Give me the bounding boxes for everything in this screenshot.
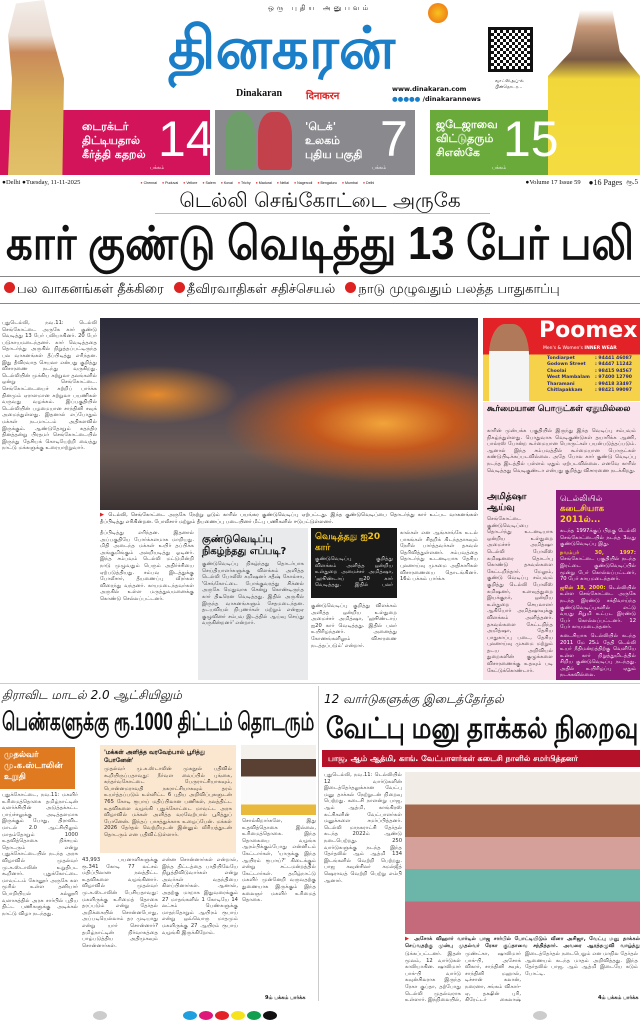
- story2-col4: சொல்கிறார்களே, இது உதவித்தொகை இல்லை, உரிமைத்தொகை. இந்த தொகையை வழங்க ஆரம்பிக்கும்போது என்னிடம் கேட்டார்கள், 'யாருக்கு இந்த ஆயிரம் ரூபாய்?' கிடைக்கும் என்று சட்டமன்றத்தில் கேட்டார்கள். தமிழ்நாட்டு மகளிர் முன்னேறி வருவதற்கு துணையாக இருக்கும் இந்த கலைஞர் மகளிர் உரிமைத் தொகை.: [242, 818, 316, 904]
- edition-item: ● Nellai: [276, 181, 289, 185]
- story3-headline: வேட்பு மனு தாக்கல் நிறைவு: [326, 713, 639, 745]
- story2-col2: 43,993 பயனாளிகளுக்கு ரூ.341 கோடி 77 லட்சம் மதிப்பிலான நலத்திட்ட உதவிகளை வழங்கினார். விழாவில் முதல்வர் மு.க.ஸ்டாலின் பேசியதாவது: மகளிருக்கு உரிமைத் தொகை தரப்படும் என்று தேர்தல் அறிக்கையில் சொன்னபோது, அப்படியெல்லாம் தர முடியாது என்று யார் சொன்னார்? தமிழ்நாட்டின் நிர்வாகத்தை பாழ்படுத்திய அதிமுகவும் சொன்னார்கள்.: [82, 857, 158, 949]
- date: Tuesday, 11-11-2025: [25, 179, 81, 186]
- story3-col4: இடைத்தேர்தல் நடைபெறும் என மாநில தேர்தல் ஆணையம் கடந்த மாதம் அறிவித்தது. இந்த தேர்தலில் பாஜ, ஆம் ஆத்மி இடையே கடும் போட்டி.: [525, 951, 638, 977]
- sidebar-text: காரின் முன்பக்க பகுதியில் இருந்து இந்த வெடிப்பு சம்பவம் நிகழ்ந்துள்ளது. பொதுவாக வெடிகுண்டுகள் தயாரிக்க ஆணி, பால்ரஸ் போன்ற கூர்மையான பொருட்கள் பயன்படுத்தப்படும். ஆனால் இந்த சம்பவத்தில் கூர்மையான பொருட்கள் கண்டுபிடிக்கப்படவில்லை. அதே போல கார் குண்டு வெடிப்பு நடந்த இடத்தில் பள்ளம் ஏதும் ஏற்படவில்லை. எனவே காரில் வெடித்தது வெடிகுண்டா என்பது குறித்து விசாரணை நடக்கிறது.: [487, 428, 636, 474]
- qr-caption: வாட்ஸ்அப்-ல் பின்தொடர...: [495, 79, 524, 90]
- lead-bullets: [2, 282, 560, 298]
- social-icons: ●●●●●: [392, 95, 423, 103]
- qr-code[interactable]: [488, 27, 533, 72]
- store-row: Tharamani : 99418 33497: [547, 381, 632, 387]
- edition-item: ● Madurai: [255, 181, 272, 185]
- story3-kicker: 12 வார்டுகளுக்கு இடைத்தேர்தல்: [324, 692, 504, 706]
- ad-tagline: Men's & Women's INNER WEAR: [543, 346, 617, 351]
- website-link[interactable]: www.dinakaran.com: [392, 85, 467, 93]
- teaser-2-page-label: பக்கம்: [372, 165, 387, 171]
- i20-box-text: குண்டுவெடிப்பு குறித்து விளக்கம் அளித்த ஒன்றிய உள்துறை அமைச்சர் அமித்ஷா, 'ஹூண்டாய் ஐ20 கார் வெடித்தது. இதில் பலர்: [315, 556, 393, 589]
- teaser-3-page: 15: [503, 111, 559, 167]
- caption-text: அசோக் விஹார் வார்டில் பாஜ சார்பில் போட்டியிடும் வீனா அசிஜா, வேட்பு மனு தாக்கல் செய்வதற்கு முன்பு முதல்வர் ரேகா குப்தாவை சந்தித்தார். அவரை ஆரத்தழுவி வாழ்த்து: [405, 936, 640, 949]
- history-item: நவம்பர் 30, 1997: செங்கோட்டை பகுதியில் நடந்த இரட்டை குண்டுவெடிப்பில் மூன்று பேர் கொல்லப்பட்டனர், 70 பேர் காயமடைந்தனர்.: [560, 549, 636, 583]
- lead-photo-caption: ▶ டெல்லி, செங்கோட்டை அருகே நேற்று ஓடும் காரில் பயங்கர குண்டுவெடிப்பு ஏற்பட்டது. இந்த குண்டுவெடிப்பை தொடர்ந்து கார் உட்பட வாகனங்கள் தீப்பிடித்து எரிகின்றன. போலீசார் மற்றும் தீயணைப்பு படையினர் மீட்பு பணிகளில் ஈடுபட்டுள்ளனர்.: [100, 512, 478, 525]
- amit-text: செங்கோட்டை குண்டுவெடிப்பை தொடர்ந்து உடனடியாக ஒன்றிய உள்துறை அமைச்சர் அமித்ஷா டெல்லி போலீஸ் கமிஷனரை தொடர்பு கொண்டு தகவல்களை கேட்டறிந்தார். மேலும், குண்டு வெடிப்பு சம்பவம் குறித்து டெல்லி போலீஸ் கமிஷனர், உளவுத்துறை இயக்குநர், ஒன்றிய உள்துறை செயலாளர் ஆகியோர் அமித்ஷாவுக்கு விளக்கம் அளித்தனர். தகவல்களை கேட்டறிந்த அமித்ஷா, தேசிய பாதுகாப்பு படை, தேசிய புலனாய்வு முகமை மற்றும் தடய அறிவியல் துறைகளின் குழுக்களை விசாரணைக்கு உதவும் படி கேட்டுக்கொண்டார்.: [487, 516, 553, 674]
- how-box-text: குண்டுவெடிப்பு நிகழ்ந்தது தொடர்பாக செய்தியாளர்களுக்கு விளக்கம் அளித்த டெல்லி போலீஸ் கமிஷனர் சதீஷ் கோல்சா, 'செங்கோட்டை போக்குவரத்து சிக்னல் அருகே மெதுவாக சென்று கொண்டிருந்த கார் திடீரென வெடித்தது. இதில் அருகில் இருந்த வாகனங்களும் சேதமடைந்தன. தடயவியல் நிபுணர்கள் மற்றும் என்ஐஏ குழுவினர் சம்பவ இடத்தில் ஆய்வு செய்து வருகின்றனர்' என்றார்.: [202, 561, 304, 627]
- story3-band: [322, 750, 640, 767]
- teaser-1-page-label: பக்கம்: [150, 165, 165, 171]
- blast-scene-photo: [100, 318, 478, 510]
- story2-col1: புதுக்கோட்டை, நவ.11: மகளிர் உரிமைத்தொகை தமிழ்நாட்டின் வளர்ச்சியின் அடுத்தக்கட்ட பாய்ச்சலுக்கு அடித்தளமாக இருக்கும் போது, திராவிட மாடல் 2.0 ஆட்சியிலும் மாதம்தோறும் 1000 உதவித்தொகை நிச்சயம் தொடரும் என்று புதுக்கோட்டையில் நடந்த அரசு விழாவில் முதல்வர் மு.க.ஸ்டாலின் உறுதிபட கூறினார். புதுக்கோட்டை மாவட்டம் கோனூர் அருகே கள மூரில் உள்ள தனியார் பொறியியல் கல்லூரி வளாகத்தில் அரசு சார்பில் புதிய திட்ட பணிகளுக்கு அடிக்கல் நாட்டு விழா நடந்தது.: [2, 792, 78, 917]
- amit-title: அமித்ஷா ஆய்வு: [487, 492, 527, 513]
- volume: ●Volume 17 Issue 59: [525, 179, 581, 186]
- sidebar-title: கூர்மையான பொருட்கள் ஏதுமில்லை: [487, 404, 631, 414]
- edition-list: [140, 181, 379, 185]
- social-handle-text: /dinakarannews: [422, 95, 481, 103]
- edition-item: ● Delhi: [362, 181, 375, 185]
- greens-meat-image: [225, 112, 255, 170]
- how-box: [198, 528, 308, 680]
- edition-item: ● Bengaluru: [317, 181, 337, 185]
- price: ரூ.5: [626, 178, 638, 186]
- story3-col2: டுக்கப்பட்டனர். இதன் மூலம், 12 வார்டுகள் காலியாகின. ஷாலிமார் பாக்-பி வார்டு கவுன்சிலராக இருந்த ரேகா குப்தா, தற்போது டெல்லி முதல்வராக உள்ளார். இந்நிலையில்,: [405, 951, 461, 1003]
- column-divider: [318, 686, 319, 1001]
- history-intro: கடந்த 1997க்குப் பிறகு டெல்லி செங்கோட்டையில் நடந்த 3வது குண்டுவெடிப்பு இது.: [560, 528, 636, 548]
- english-name: Dinakaran: [236, 88, 283, 99]
- sun-logo-icon: [428, 3, 448, 23]
- model-image: [489, 324, 529, 401]
- history-box: [556, 490, 640, 680]
- history-item: ஜூன் 18, 2000: டெல்லியில் உள்ள செங்கோட்டை அருகே நடந்த இரண்டு சக்திவாய்ந்த குண்டுவெடிப்புகளில் எட்டு வயது சிறுமி உட்பட இரண்டு பேர் கொல்லப்பட்டனர். 12 பேர் காயமடைந்தனர்.: [560, 584, 636, 631]
- history-list: [560, 550, 636, 679]
- store-row: Godown Street : 94447 11242: [547, 362, 632, 368]
- quote-title: 'மக்கள் அளித்த வரவேற்பால் பூரித்து போனேன்': [104, 749, 206, 764]
- poomex-ad[interactable]: [483, 318, 640, 401]
- history-item: கடைசியாக டெல்லியில் கடந்த 2011 மே 25ம் தேதி டெல்லி உயர் நீதிமன்றத்திற்கு வெளியே உள்ள கார் நிறுத்துமிடத்தில் சிறிய குண்டுவெடிப்பு நடந்தது. அதில் உயிரிழப்பு ஏதும் நடக்கவில்லை.: [560, 632, 636, 679]
- hindi-name: दिनाकरन: [306, 91, 340, 102]
- lead-body-col4: கால்கள் என ஆங்காங்கே உடல் பாகங்கள் சிதறிக் கிடந்ததாகவும் நேரில் பார்த்தவர்கள் தகவல் தெரிவித்துள்ளனர். சம்பவத்தை தொடர்ந்து உடனடியாக தேசிய புலனாய்வு முகமை அதிகாரிகள் விசாரணையை தொடங்கினர். 16ம் பக்கம் பார்க்க: [400, 530, 478, 583]
- store-row: West Mambalam : 97400 12790: [547, 375, 632, 381]
- teaser-3-page-label: பக்கம்: [492, 165, 507, 171]
- pages: ●16 Pages: [588, 178, 623, 187]
- story3-col1: புதுடெல்லி, நவ.11: டெல்லியில் 12 வார்டுகளின் இடைத்தேர்தலுக்கான வேட்பு மனு தாக்கல் நேற்றுடன் நிறைவு பெற்றது. கடைசி நாளன்று பாஜ, ஆம் ஆத்மி, காங்கிரஸ் கட்சிகளின் வேட்பாளர்கள் மனுக்களை சமர்ப்பித்தனர். டெல்லி மாநகராட்சி தேர்தல் கடந்த 2022ம் ஆண்டு நடைபெற்றது. 250 வார்டுகளுக்கு நடந்த இந்த தேர்தலில் ஆம் ஆத்மி 134 இடங்களில் வெற்றி பெற்றது. பாஜ கவுன்சிலர் கமல்ஜீத் ஷெராவத் வெற்றி பெற்று எம்பி ஆனார்.: [324, 772, 402, 884]
- quote-text: முதல்வர் மு.க.ஸ்டாலின் முகநூல் பதிவில் கூறியிருப்பதாவது: நீர்வள வைப்பில் புங்கை, கந்தர்வகோட்டை பேருராட்சியாகவும், பொன்னமராவதி நகராட்சியாகவும் தரம் உயர்த்தப்படும் உள்ளிட்ட 6 புதிய அறிவிப்புகளுடன் 765 கோடி ரூபாய் மதிப்பிலான பணிகள், நலத்திட்ட உதவிகளை வழங்கி புதுக்கோட்டை மாவட்ட அரசு விழாவில் மக்கள் அளித்த வரவேற்பால் பூரித்துப் போனேன். இந்தப் பாசத்துக்காக உழைப்பேன். மக்கள் 2026 தேர்தல் வெற்றியுடன் இன்னும் வீரியத்துடன் தொடரும் என பதிவிட்டுள்ளார்.: [104, 766, 232, 838]
- story2-tag: முதல்வர் மு.க.ஸ்டாலின் உறுதி: [0, 747, 75, 789]
- store-row: Chitlapakkam : 98421 99097: [547, 388, 632, 394]
- social-handle[interactable]: [392, 95, 481, 103]
- lead-body-col2: தீப்பிடித்து எரிந்தன. இதனால் அப்பகுதியே போர்க்களமாக மாறியது. மிதி அடைந்த மக்கள் உயிர் தப்பிக்க அங்குமிங்கும் அலறியடித்து ஓடினர். இந்த சம்பவம் டெல்லி மட்டுமின்றி நாடு முழுவதும் பெரும் அதிர்ச்சியை ஏற்படுத்தியது. சம்பவ இடத்துக்கு போலீசார், தீயணைப்பு வீரர்கள் விரைந்து வந்தனர். காயமடைந்தவர்கள் அருகில் உள்ள மருத்துவமனைக்கு கொண்டு செல்லப்பட்டனர்.: [100, 530, 194, 602]
- i20-box: [311, 528, 397, 598]
- masthead-tagline: ஒரு புதிய அனுபவம்: [268, 4, 372, 12]
- bullet-3: நாடு முழுவதும் பலத்த பாதுகாப்பு: [358, 282, 560, 297]
- store-list: [547, 356, 632, 394]
- teaser-1-page: 14: [158, 111, 214, 167]
- lead-body-left: புதுடெல்லி, நவ.11: டெல்லி செங்கோட்டை அருகே கார் குண்டு வெடித்து 13 பேர் பலியாகினர். 20 பேர் படுகாயமடைந்தனர். கார் வெடித்ததை தொடர்ந்து அருகில் நிறுத்தப்பட்டிருந்த பல வாகனங்கள் தீப்பிடித்து எரிந்தன. இது தீவிரவாத செயலா என்பது குறித்து விசாரணை நடந்து வருகிறது. டெல்லியின் முக்கிய சுற்றுலா தலங்களில் ஒன்று செங்கோட்டை. செங்கோட்டையைச் சுற்றிப் பார்க்க தினமும் ஏராளமான சுற்றுலா பயணிகள் வருவது வழக்கம். இப்பகுதியில் டெல்லியின் பழமையான சாந்தினி சவுக் அமைந்துள்ளது. இதனால் எப்போதும் மக்கள் நடமாட்டம் அதிகளவில் இருக்கும். ஆண்டுதோறும் சுதந்திர தினத்தன்று பிரதமர் செங்கோட்டையில் இருந்து தேசியக் கொடியேற்றி வைத்து நாட்டு மக்களுக்கு உரையாற்றுவார்.: [2, 320, 97, 452]
- edition-item: ● Puduvai: [161, 181, 179, 185]
- ad-brand: Poomex: [539, 318, 638, 343]
- lead-headline: கார் குண்டு வெடித்து 13 பேர் பலி: [6, 217, 635, 269]
- bullet-1: பல வாகனங்கள் தீக்கிரை: [17, 282, 164, 297]
- masthead-logo: தினகரன்: [168, 14, 396, 82]
- story3-continued[interactable]: 4ம் பக்கம் பார்க்க: [598, 995, 639, 1001]
- candidate-photo: [405, 772, 640, 934]
- caption-text: டெல்லி, செங்கோட்டை அருகே நேற்று ஓடும் காரில் பயங்கர குண்டுவெடிப்பு ஏற்பட்டது. இந்த குண்டுவெடிப்பை தொடர்ந்து கார் உட்பட வாகனங்கள் தீப்பிடித்து எரிகின்றன. போலீசார் மற்றும் தீயணைப்பு படையினர் மீட்பு பணிகளில் ஈடுபட்டுள்ளனர்.: [100, 512, 478, 525]
- story2-headline: பெண்களுக்கு ரூ.1000 திட்டம் தொடரும்: [2, 708, 315, 736]
- bullet-2: தீவிரவாதிகள் சதிச்செயல்: [186, 282, 336, 297]
- cricketer-photo: [548, 10, 640, 175]
- store-row: Tondiarpet : 94441 46087: [547, 356, 632, 361]
- teaser-2-text: 'டெக்' உலகம் புதிய பகுதி: [305, 120, 363, 161]
- i20-box-title: வெடித்தது ஐ20 கார்: [315, 532, 381, 553]
- story2-kicker: திராவிட மாடல் 2.0 ஆட்சியிலும்: [2, 688, 182, 702]
- lead-body-col3: குண்டுவெடிப்பு குறித்து விளக்கம் அளித்த ஒன்றிய உள்துறை அமைச்சர் அமித்ஷா, 'ஹூண்டாய் ஐ20 கார் வெடித்தது. இதில் பலர் உயிரிழந்தனர். அனைத்து கோணங்களிலும் விசாரணை நடத்தப்படும்' என்றார்.: [311, 603, 397, 649]
- teaser-2-page: 7: [380, 111, 408, 167]
- teaser-1-text: டைரக்டர் திட்டியதால் கீர்த்தி கதறல்: [82, 120, 146, 161]
- store-row: Choolai : 98415 94567: [547, 368, 632, 374]
- story3-col3: முண்ட்கா, ஷாலிமார் பாக்-பி, அசோக் விகார், சாந்தினி சவுக், சாந்தினி மஹால், டிச்சான் கலான், நரைனா, சங்கம் விகார்-ஏ, தக்ஷின் புரி, கிரேட்டர் கைலாஷ்: [465, 951, 521, 1003]
- stalin-photo: [241, 745, 316, 815]
- dateline: [2, 178, 638, 187]
- edition-item: ● Trichy: [237, 181, 251, 185]
- edition-item: ● Kovai: [220, 181, 233, 185]
- story3-photo-caption: ▶ அசோக் விஹார் வார்டில் பாஜ சார்பில் போட்டியிடும் வீனா அசிஜா, வேட்பு மனு தாக்கல் செய்வதற்கு முன்பு முதல்வர் ரேகா குப்தாவை சந்தித்தார். அவரை ஆரத்தழுவி வாழ்த்து: [405, 936, 640, 949]
- edition-item: ● Vellore: [183, 181, 198, 185]
- edition-item: ● Salem: [202, 181, 216, 185]
- actress-photo: [0, 0, 80, 175]
- edition-item: ● Mumbai: [341, 181, 358, 185]
- edition-item: ● Chennai: [140, 181, 157, 185]
- history-title-2: கடைசியாக 2011ல்...: [560, 504, 605, 525]
- color-registration-marks: [0, 1005, 640, 1017]
- story2-col3: என்ன சொன்னார்கள் என்றால், இந்த திட்டத்தை பாதியிலேயே நிறுத்திவிடுவார்கள் என்று அவர்கள் வதந்தியை கிளப்பினார்கள். ஆனால், அதற்கு மாறாக இதுவரைக்கும் 27 மாதங்களில் 1 கோடியே 14 லட்சம் பெண்களுக்கு மாதந்தோறும் ஆயிரம் ரூபாய் என்று ஒவ்வொரு மாதமும் மகளிருக்கு 27 ஆயிரம் ரூபாய் வழங்கி இருக்கிறோம்.: [162, 857, 238, 936]
- how-box-title: குண்டுவெடிப்பு நிகழ்ந்தது எப்படி?: [202, 534, 287, 557]
- lead-kicker: டெல்லி செங்கோட்டை அருகே: [179, 188, 461, 212]
- history-title-1: டெல்லியில்: [560, 494, 603, 503]
- edition-item: ● Nagercoil: [293, 181, 313, 185]
- teaser-3-text: ஜடேஜாவை விட்டுதரும் சிஎஸ்கே: [436, 118, 498, 159]
- story2-continued[interactable]: 9ம் பக்கம் பார்க்க: [265, 995, 306, 1001]
- quote-box: [100, 745, 236, 853]
- story3-band-text: பாஜ, ஆம் ஆத்மி, காங். வேட்பாளர்கள் கடைசி நாளில் சமர்பித்தனர்: [328, 754, 578, 763]
- meat-image: [258, 112, 292, 170]
- city: ●Delhi ●: [2, 179, 26, 186]
